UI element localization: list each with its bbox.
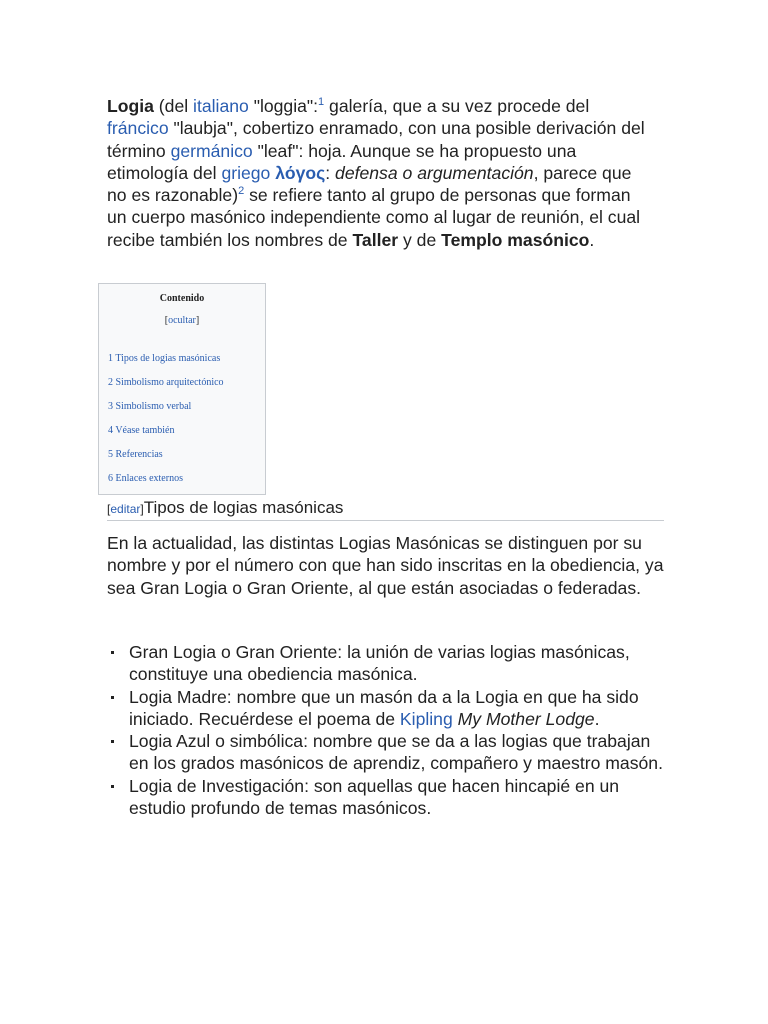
ref-1[interactable]: 1 — [318, 96, 325, 109]
text: : — [325, 162, 336, 183]
toc-item[interactable] — [108, 401, 191, 413]
text: Logia de Investigación: son aquellas que hacen hincapié en un estudio profundo de temas masónicos. — [129, 775, 620, 819]
bracket: ] — [140, 502, 144, 516]
toc-link[interactable]: 1 Tipos de logias masónicas — [108, 353, 221, 364]
toc-toggle — [99, 315, 265, 327]
intro-paragraph — [107, 95, 652, 251]
link-francico[interactable]: fráncico — [107, 118, 169, 139]
term-taller: Taller — [352, 229, 399, 250]
toc-item[interactable] — [108, 473, 183, 485]
text: y de — [398, 229, 442, 250]
edit-section — [107, 502, 144, 516]
toc-item[interactable] — [108, 449, 163, 461]
section-title: Tipos de logias masónicas — [143, 498, 344, 517]
text: . — [594, 708, 600, 729]
text: , parece que no es razonable) — [107, 162, 632, 206]
toc-link[interactable]: 5 Referencias — [108, 449, 163, 460]
text: . — [589, 229, 595, 250]
list-item — [107, 641, 667, 686]
toc-hide-link[interactable]: ocultar — [168, 315, 196, 326]
link-germanico[interactable]: germánico — [170, 140, 253, 161]
toc-link[interactable]: 2 Simbolismo arquitectónico — [108, 377, 224, 388]
toc-item[interactable] — [108, 353, 220, 365]
toc-item[interactable] — [108, 377, 224, 389]
list-item — [107, 775, 667, 820]
ref-2[interactable]: 2 — [238, 185, 245, 198]
toc-item[interactable] — [108, 425, 174, 437]
list-item — [107, 730, 667, 775]
text: (del — [153, 96, 194, 116]
link-kipling[interactable]: Kipling — [399, 708, 453, 729]
section-paragraph: En la actualidad, las distintas Logias Masónicas se distinguen por su nombre y por el número con que han sido inscritas en la obediencia, ya sea Gran Logia o Gran Oriente, al que están asociadas o federadas. — [107, 533, 664, 598]
bullet-list — [107, 641, 667, 819]
text: Gran Logia o Gran Oriente: la unión de varias logias masónicas, constituye una obediencia masónica. — [129, 642, 630, 685]
text: Logia Azul o simbólica: nombre que se da a las logias que trabajan en los grados masónicos de aprendiz, compañero y maestro masón. — [129, 731, 663, 774]
edit-link[interactable]: editar — [110, 502, 141, 516]
link-logos[interactable]: λόγος — [275, 162, 326, 183]
toc-title: Contenido — [159, 293, 205, 304]
table-of-contents — [98, 283, 266, 495]
toc-link[interactable]: 4 Véase también — [108, 425, 175, 436]
bracket: [ — [164, 315, 169, 326]
text: Logia Madre: nombre que un masón da a la Logia en que ha sido iniciado. Recuérdese el poema de — [129, 686, 639, 729]
section-heading — [107, 497, 664, 521]
text: "laubja", cobertizo enramado, con una posible derivación del término — [107, 118, 645, 161]
term-logia: Logia — [107, 96, 154, 116]
link-italiano[interactable]: italiano — [193, 96, 249, 116]
list-item — [107, 686, 667, 731]
italic-defensa: defensa o argumentación — [335, 162, 534, 183]
italic-title: My Mother Lodge — [457, 708, 595, 729]
bracket: [ — [107, 502, 111, 516]
toc-link[interactable]: 6 Enlaces externos — [108, 473, 183, 484]
text: "loggia": — [248, 96, 319, 116]
text: galería, que a su vez procede del — [324, 96, 590, 116]
term-templo: Templo masónico — [441, 229, 590, 250]
text: se refiere tanto al grupo de personas que forman un cuerpo masónico independiente como al lugar de reunión, el cual recibe también los nombres de — [107, 185, 641, 250]
text: "leaf": hoja. Aunque se ha propuesto una etimología del — [107, 140, 577, 183]
link-griego[interactable]: griego — [221, 162, 271, 183]
toc-link[interactable]: 3 Simbolismo verbal — [108, 401, 192, 412]
bracket: ] — [195, 315, 200, 326]
